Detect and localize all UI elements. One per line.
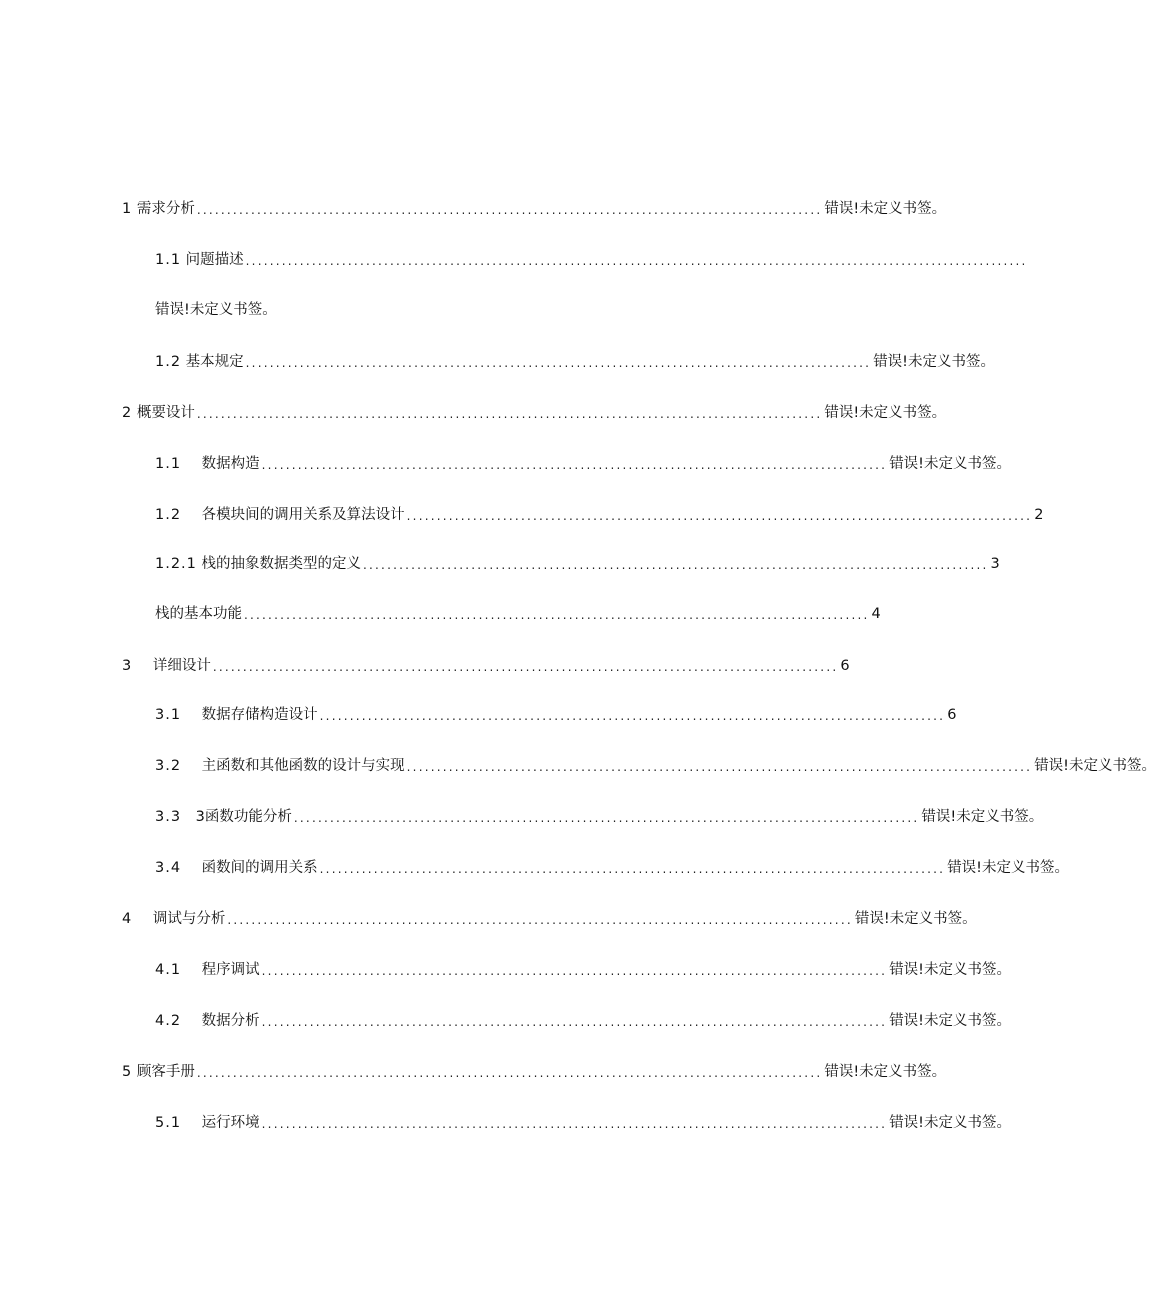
dot-leader: ........................................................................................................ [261,964,888,978]
toc-entry-number: 3.4 [155,860,182,876]
toc-entry[interactable] [122,402,947,424]
toc-entry-number: 5.1 [155,1115,182,1131]
toc-entry-page: 3 [990,556,1000,572]
toc-entry-page: 错误!未定义书签。 [824,201,947,217]
toc-entry-number: 4 [122,911,133,927]
dot-leader: ........................................................................................................ [261,1117,888,1131]
dot-leader: ........................................................................................................ [212,660,839,674]
toc-entry-page: 错误!未定义书签。 [1034,758,1156,774]
toc-entry-title: 栈的抽象数据类型的定义 [201,556,362,572]
toc-entry[interactable] [155,504,1044,526]
dot-leader: ........................................................................................................ [196,1066,823,1080]
dot-leader: ........................................................................................................ [245,356,872,370]
toc-entry-title: 运行环境 [201,1115,260,1131]
toc-entry-title: 栈的基本功能 [155,606,242,622]
toc-entry-title: 3函数功能分析 [195,809,292,825]
toc-entry-number: 3 [122,658,133,674]
toc-entry-title: 顾客手册 [136,1064,195,1080]
toc-entry-title: 基本规定 [185,354,244,370]
toc-entry-page: 错误!未定义书签。 [824,405,947,421]
dot-leader: ........................................................................................................ [261,458,888,472]
toc-entry-page: 4 [871,606,881,622]
toc-entry-title: 主函数和其他函数的设计与实现 [201,758,405,774]
dot-leader: ........................................................................................................ [244,608,870,622]
toc-entry-number: 1 [122,201,133,217]
toc-entry-number: 1.2 [155,354,182,370]
dot-leader: ........................................................................................................ [363,558,989,572]
toc-entry-number: 4.1 [155,962,182,978]
toc-entry[interactable] [122,198,947,220]
toc-entry-title: 问题描述 [185,252,244,268]
toc-entry-title: 详细设计 [152,658,211,674]
toc-entry-page: 6 [840,658,850,674]
toc-entry[interactable] [155,1010,1011,1032]
toc-entry[interactable] [155,351,995,373]
toc-entry[interactable] [155,453,1011,475]
dot-leader: ........................................................................................................ [319,709,946,723]
toc-entry-title: 数据存储构造设计 [201,707,318,723]
toc-entry-page: 错误!未定义书签。 [921,809,1044,825]
dot-leader: ........................................................................................................ [196,407,823,421]
toc-entry-number: 3.1 [155,707,182,723]
dot-leader: ........................................................................................................ [406,760,1033,774]
toc-entry-number: 1.1 [155,456,182,472]
dot-leader: .................................................................................................................................. [245,254,1028,268]
toc-entry-title: 程序调试 [201,962,260,978]
toc-entry-page: 错误!未定义书签。 [889,456,1011,472]
toc-entry-page: 错误!未定义书签。 [854,911,977,927]
toc-entry[interactable] [122,908,977,930]
toc-entry[interactable] [155,959,1011,981]
toc-entry[interactable] [155,1112,1011,1134]
toc-entry-title: 函数间的调用关系 [201,860,318,876]
toc-entry-number: 3.3 [155,809,182,825]
toc-entry-number: 1.2.1 [155,556,197,572]
toc-entry-title: 各模块间的调用关系及算法设计 [201,507,405,523]
toc-entry-page: 2 [1034,507,1044,523]
toc-entry[interactable] [155,857,1069,879]
dot-leader: ........................................................................................................ [227,913,853,927]
toc-entry-page: 错误!未定义书签。 [889,1115,1011,1131]
toc-entry-number: 5 [122,1064,133,1080]
toc-entry-title: 需求分析 [136,201,195,217]
toc-entry[interactable] [155,755,1156,777]
toc-entry[interactable] [155,603,881,625]
toc-entry-page: 错误!未定义书签。 [873,354,995,370]
toc-entry-page: 错误!未定义书签。 [947,860,1069,876]
toc-entry-title: 调试与分析 [152,911,226,927]
toc-entry-page: 错误!未定义书签。 [889,962,1011,978]
toc-entry-number: 2 [122,405,133,421]
dot-leader: ........................................................................................................ [261,1015,888,1029]
toc-entry-page: 错误!未定义书签。 [155,302,277,318]
toc-entry-number: 1.1 [155,252,182,268]
toc-entry[interactable] [155,704,957,726]
toc-entry-number: 4.2 [155,1013,182,1029]
dot-leader: ........................................................................................................ [319,862,946,876]
toc-entry-page: 错误!未定义书签。 [889,1013,1011,1029]
toc-entry-title: 数据构造 [201,456,260,472]
toc-entry[interactable] [122,655,850,677]
toc-entry[interactable] [155,553,1000,575]
toc-entry-title: 概要设计 [136,405,195,421]
toc-entry-number: 1.2 [155,507,182,523]
dot-leader: ........................................................................................................ [196,203,823,217]
dot-leader: ........................................................................................................ [293,811,920,825]
dot-leader: ........................................................................................................ [406,509,1033,523]
toc-entry-page: 错误!未定义书签。 [824,1064,947,1080]
toc-entry-page: 6 [947,707,957,723]
toc-entry-title: 数据分析 [201,1013,260,1029]
toc-entry[interactable] [155,249,1028,271]
toc-entry[interactable] [155,806,1044,828]
toc-entry[interactable] [122,1061,947,1083]
toc-entry-number: 3.2 [155,758,182,774]
